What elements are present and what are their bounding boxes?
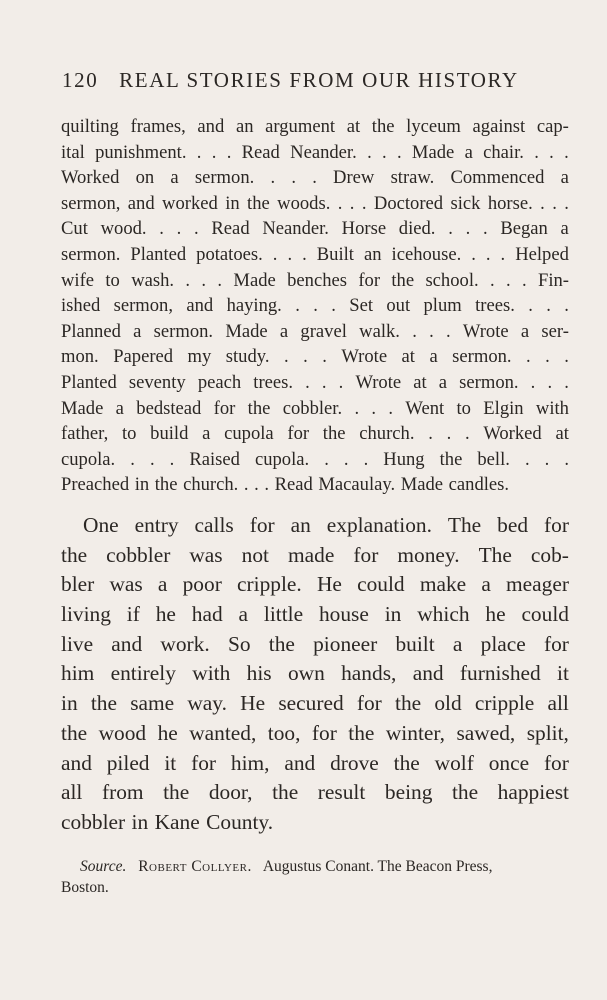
diary-line: Preached in the church. . . . Read Macaulay. Made candles.: [61, 474, 510, 496]
source-author: Robert Collyer.: [138, 858, 252, 875]
diary-excerpt: [61, 114, 569, 498]
paragraph-line: living if he had a little house in which he could: [61, 602, 569, 627]
diary-line: quilting frames, and an argument at the lyceum against cap-: [61, 116, 569, 137]
diary-line: ished sermon, and haying. . . . Set out plum trees. . . .: [61, 295, 569, 317]
paragraph-line: the wood he wanted, too, for the winter, sawed, split,: [61, 720, 569, 745]
paragraph-line: and piled it for him, and drove the wolf once for: [61, 750, 569, 775]
paragraph-line: One entry calls for an explanation. The bed for: [83, 513, 569, 537]
diary-line: Planned a sermon. Made a gravel walk. . . . Wrote a ser-: [61, 320, 569, 342]
diary-line: sermon, and worked in the woods. . . . Doctored sick horse. . . .: [61, 192, 569, 214]
source-title-publisher: Augustus Conant. The Beacon Press,: [262, 858, 493, 875]
diary-line: sermon. Planted potatoes. . . . Built an icehouse. . . . Helped: [61, 243, 569, 265]
diary-line: mon. Papered my study. . . . Wrote at a sermon. . . .: [61, 346, 569, 368]
paragraph-line: bler was a poor cripple. He could make a meager: [61, 572, 569, 597]
diary-line: Cut wood. . . . Read Neander. Horse died. . . . Began a: [61, 218, 569, 240]
paragraph-line: cobbler in Kane County.: [61, 809, 274, 834]
diary-line: Planted seventy peach trees. . . . Wrote at a sermon. . . .: [61, 371, 569, 393]
explanation-paragraph: [61, 511, 569, 838]
page-header: [62, 68, 542, 93]
source-citation: [61, 857, 570, 896]
paragraph-line: all from the door, the result being the happiest: [61, 780, 569, 805]
diary-line: wife to wash. . . . Made benches for the school. . . . Fin-: [61, 269, 569, 291]
paragraph-line: live and work. So the pioneer built a place for: [61, 631, 569, 656]
source-place: Boston.: [61, 879, 109, 896]
page-number: 120: [62, 68, 99, 92]
diary-line: ital punishment. . . . Read Neander. . . . Made a chair. . . .: [61, 141, 569, 163]
diary-line: father, to build a cupola for the church. . . . Worked at: [61, 423, 569, 445]
paragraph-line: him entirely with his own hands, and furnished it: [61, 661, 569, 686]
paragraph-line: the cobbler was not made for money. The cob-: [61, 542, 569, 567]
diary-line: Made a bedstead for the cobbler. . . . Went to Elgin with: [61, 397, 569, 419]
running-title: REAL STORIES FROM OUR HISTORY: [119, 68, 519, 92]
source-label: Source.: [80, 858, 127, 875]
paragraph-line: in the same way. He secured for the old cripple all: [61, 691, 569, 716]
diary-line: Worked on a sermon. . . . Drew straw. Commenced a: [61, 167, 569, 189]
diary-line: cupola. . . . Raised cupola. . . . Hung the bell. . . .: [61, 448, 569, 470]
